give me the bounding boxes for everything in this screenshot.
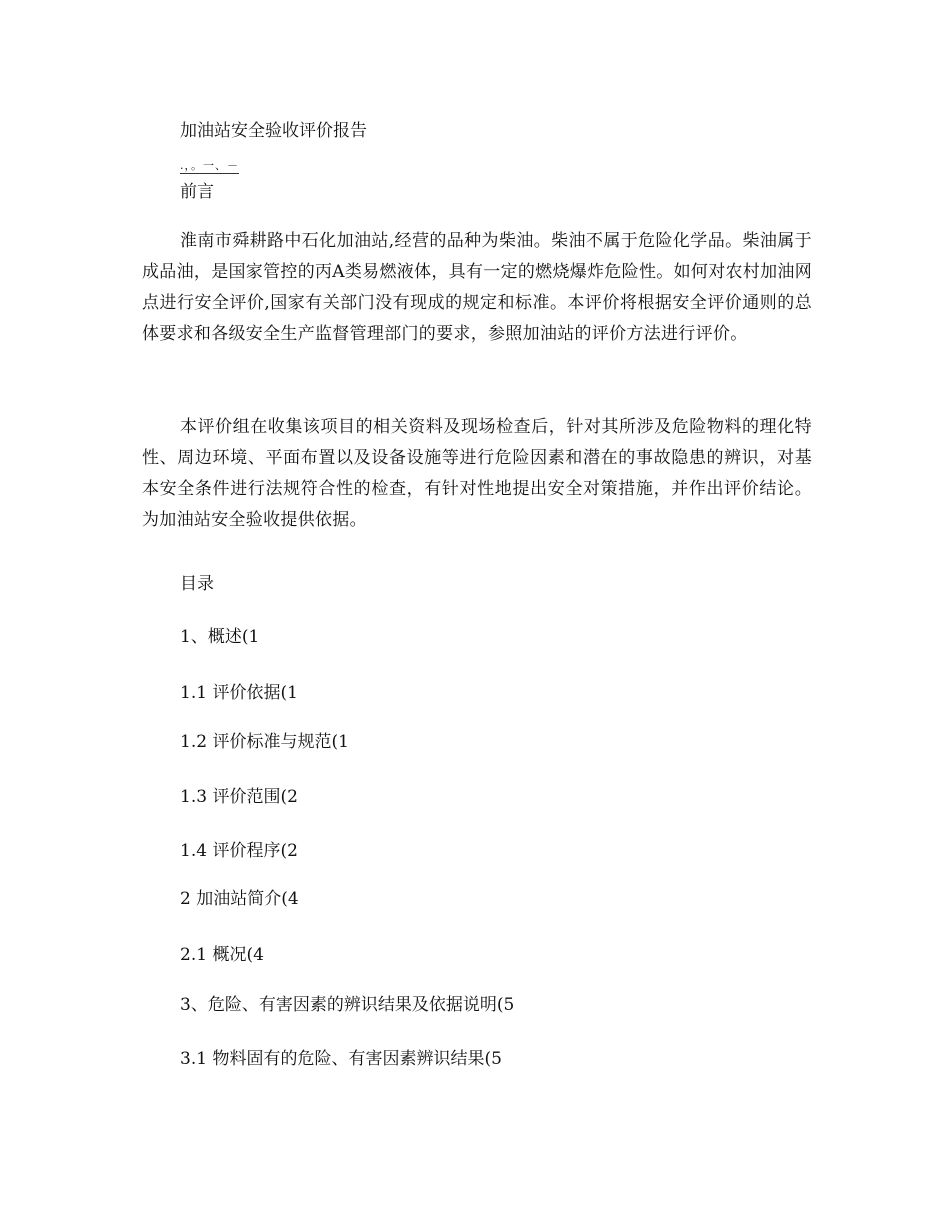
toc-item: 1、概述(1 (180, 627, 260, 647)
toc-heading: 目录 (180, 574, 214, 594)
toc-item: 2.1 概况(4 (180, 945, 264, 965)
document-title: 加油站安全验收评价报告 (180, 121, 367, 141)
toc-item: 1.2 评价标准与规范(1 (180, 732, 349, 752)
scan-artifact-text: .，。一、－ (180, 159, 239, 172)
preface-paragraph-2: 本评价组在收集该项目的相关资料及现场检查后，针对其所涉及危险物料的理化特性、周边环境、平面布置以及设备设施等进行危险因素和潜在的事故隐患的辨识，对基本安全条件进行法规符合性的检查，有针对性地提出安全对策措施，并作出评价结论。为加油站安全验收提供依据。 (142, 417, 812, 530)
toc-item: 2 加油站简介(4 (180, 889, 299, 909)
toc-item: 1.1 评价依据(1 (180, 683, 298, 703)
toc-item: 1.4 评价程序(2 (180, 841, 298, 861)
toc-item: 1.3 评价范围(2 (180, 787, 298, 807)
preface-heading: 前言 (180, 182, 214, 202)
preface-paragraph-1: 淮南市舜耕路中石化加油站,经营的品种为柴油。柴油不属于危险化学品。柴油属于成品油，是国家管控的丙A类易燃液体，具有一定的燃烧爆炸危险性。如何对农村加油网点进行安全评价,国家有关部门没有现成的规定和标准。本评价将根据安全评价通则的总体要求和各级安全生产监督管理部门的要求，参照加油站的评价方法进行评价。 (142, 231, 812, 344)
toc-item: 3、危险、有害因素的辨识结果及依据说明(5 (180, 995, 515, 1015)
toc-item: 3.1 物料固有的危险、有害因素辨识结果(5 (180, 1049, 502, 1069)
